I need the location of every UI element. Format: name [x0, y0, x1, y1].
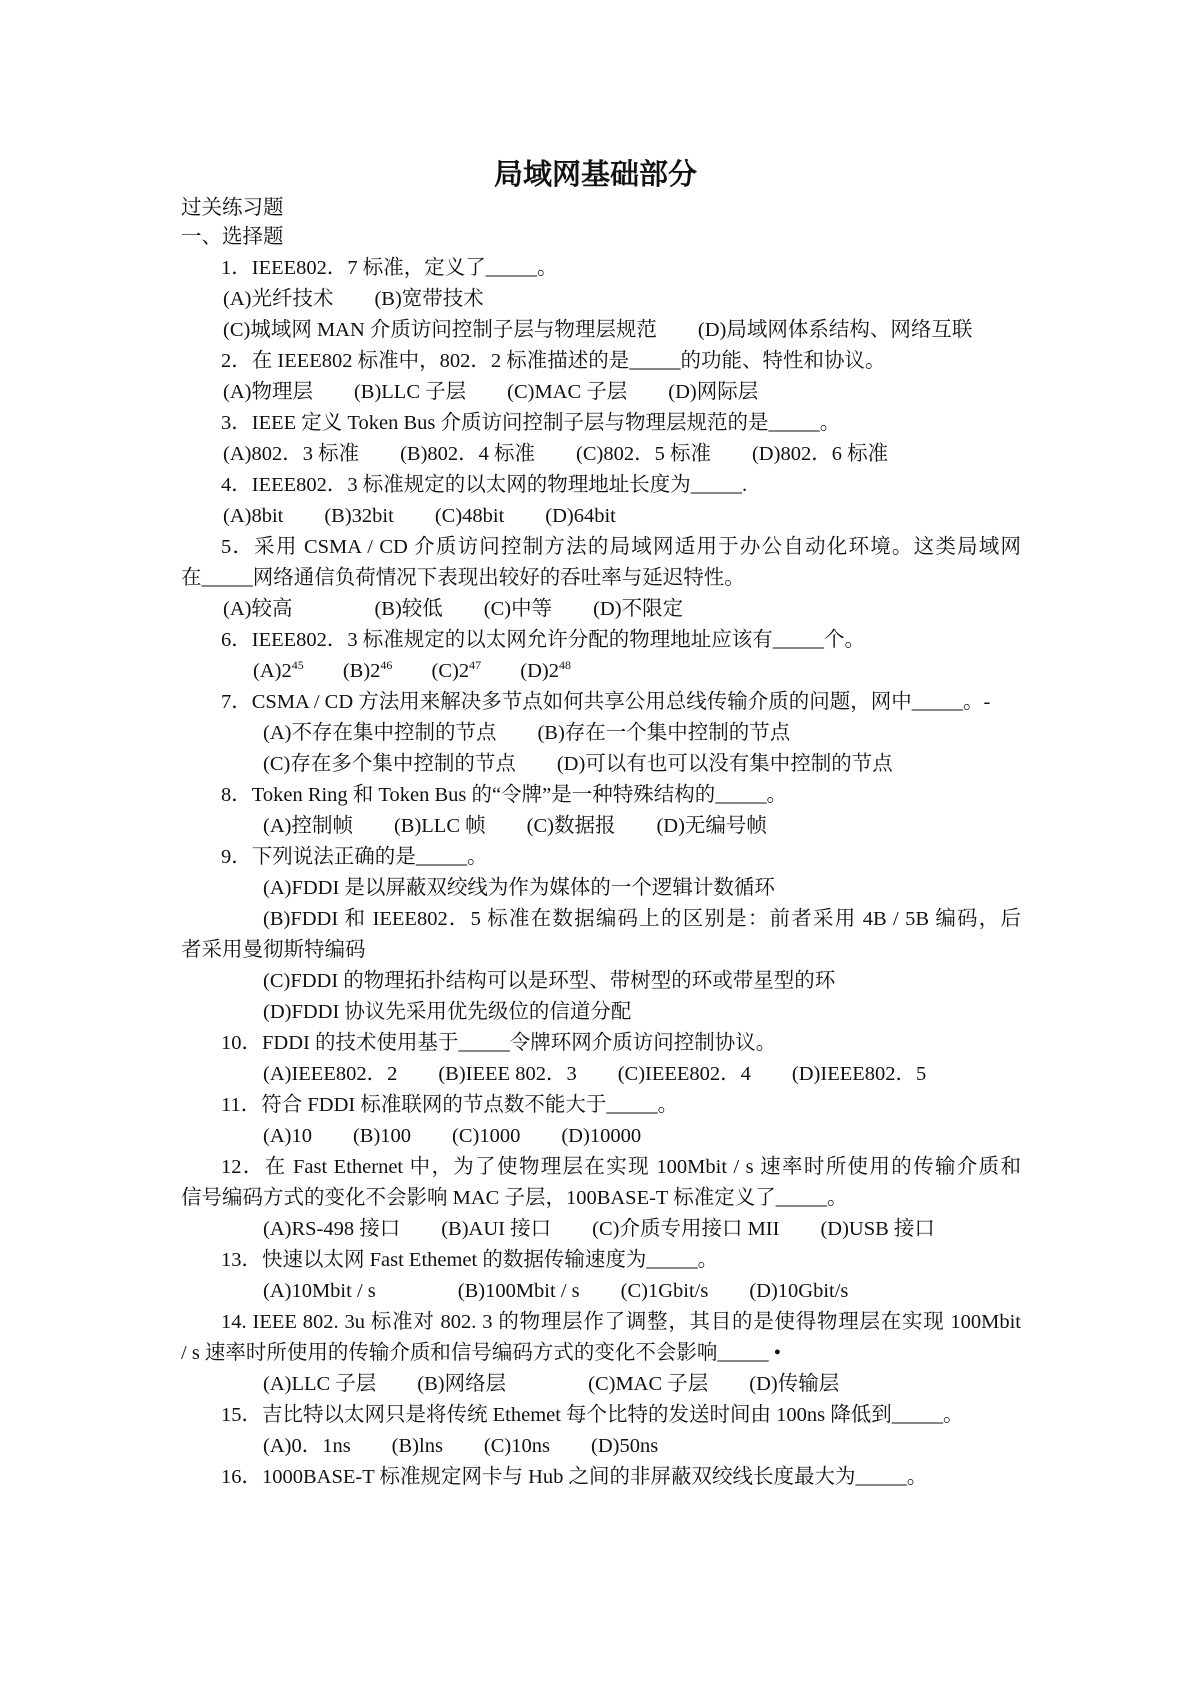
question-1: 1．IEEE802．7 标准，定义了_____。	[221, 257, 558, 279]
question-15-options: (A)0．1ns (B)lns (C)10ns (D)50ns	[263, 1435, 659, 1457]
question-13-options: (A)10Mbit / s (B)100Mbit / s (C)1Gbit/s (D)10Gbit/s	[263, 1280, 849, 1302]
question-2: 2．在 IEEE802 标准中，802．2 标准描述的是_____的功能、特性和协议。	[221, 350, 886, 372]
question-10-options: (A)IEEE802．2 (B)IEEE 802．3 (C)IEEE802．4 (D)IEEE802．5	[263, 1063, 927, 1085]
question-9: 9．下列说法正确的是_____。	[221, 846, 488, 868]
question-1-options-cd: (C)城域网 MAN 介质访问控制子层与物理层规范 (D)局域网体系结构、网络互联	[223, 319, 973, 341]
question-12-options: (A)RS-498 接口 (B)AUI 接口 (C)介质专用接口 MII (D)USB 接口	[263, 1218, 935, 1240]
question-6: 6．IEEE802．3 标准规定的以太网允许分配的物理地址应该有_____个。	[221, 629, 866, 651]
q6-option-b: $(B)2^{46}$	[342, 658, 393, 682]
question-7-options-cd: (C)存在多个集中控制的节点 (D)可以有也可以没有集中控制的节点	[263, 753, 893, 775]
question-9-option-a: (A)FDDI 是以屏蔽双绞线为作为媒体的一个逻辑计数循环	[263, 877, 775, 899]
question-11-options: (A)10 (B)100 (C)1000 (D)10000	[263, 1125, 642, 1147]
page-title: 局域网基础部分	[493, 157, 697, 191]
question-7-options-ab: (A)不存在集中控制的节点 (B)存在一个集中控制的节点	[263, 722, 791, 744]
question-11: 11．符合 FDDI 标准联网的节点数不能大于_____。	[221, 1094, 679, 1116]
question-10: 10．FDDI 的技术使用基于_____令牌环网介质访问控制协议。	[221, 1032, 777, 1054]
q6-option-c: $(C)2^{47}$	[431, 658, 482, 682]
question-14: 14. IEEE 802. 3u 标准对 802. 3 的物理层作了调整，其目的是使得物理层在实现 100Mbit	[221, 1311, 1021, 1333]
question-5-continued: 在_____网络通信负荷情况下表现出较好的吞吐率与延迟特性。	[181, 567, 745, 589]
question-12: 12．在 Fast Ethernet 中，为了使物理层在实现 100Mbit / s 速率时所使用的传输介质和	[221, 1156, 1021, 1178]
question-14-options: (A)LLC 子层 (B)网络层 (C)MAC 子层 (D)传输层	[263, 1373, 840, 1395]
question-8: 8．Token Ring 和 Token Bus 的“令牌”是一种特殊结构的_____。	[221, 784, 787, 806]
question-6-options	[181, 656, 1093, 687]
section-heading: 过关练习题	[181, 197, 284, 219]
question-7: 7．CSMA / CD 方法用来解决多节点如何共享公用总线传输介质的问题，网中_____。-	[221, 691, 991, 713]
question-9-option-c: (C)FDDI 的物理拓扑结构可以是环型、带树型的环或带星型的环	[263, 970, 836, 992]
q6-option-a: $(A)2^{45}$	[253, 658, 304, 682]
question-8-options: (A)控制帧 (B)LLC 帧 (C)数据报 (D)无编号帧	[263, 815, 767, 837]
question-1-options-ab: (A)光纤技术 (B)宽带技术	[223, 288, 484, 310]
question-9-option-b-continued: 者采用曼彻斯特编码	[181, 939, 366, 961]
question-2-options: (A)物理层 (B)LLC 子层 (C)MAC 子层 (D)网际层	[223, 381, 759, 403]
question-4-options: (A)8bit (B)32bit (C)48bit (D)64bit	[223, 505, 616, 527]
subsection-heading: 一、选择题	[181, 226, 284, 248]
question-3: 3．IEEE 定义 Token Bus 介质访问控制子层与物理层规范的是_____。	[221, 412, 841, 434]
question-15: 15．吉比特以太网只是将传统 Ethemet 每个比特的发送时间由 100ns 降低到_____。	[221, 1404, 964, 1426]
question-3-options: (A)802．3 标准 (B)802．4 标准 (C)802．5 标准 (D)802．6 标准	[223, 443, 889, 465]
question-5: 5．采用 CSMA / CD 介质访问控制方法的局域网适用于办公自动化环境。这类局域网	[221, 536, 1021, 558]
question-9-option-b: (B)FDDI 和 IEEE802．5 标准在数据编码上的区别是：前者采用 4B / 5B 编码，后	[263, 908, 1021, 930]
question-14-continued: / s 速率时所使用的传输介质和信号编码方式的变化不会影响_____ •	[181, 1342, 781, 1364]
question-13: 13．快速以太网 Fast Ethemet 的数据传输速度为_____。	[221, 1249, 719, 1271]
question-5-options: (A)较高 (B)较低 (C)中等 (D)不限定	[223, 598, 684, 620]
question-9-option-d: (D)FDDI 协议先采用优先级位的信道分配	[263, 1001, 632, 1023]
q6-option-d: $(D)2^{48}$	[520, 658, 571, 682]
question-12-continued: 信号编码方式的变化不会影响 MAC 子层，100BASE-T 标准定义了_____。	[181, 1187, 848, 1209]
question-16: 16．1000BASE-T 标准规定网卡与 Hub 之间的非屏蔽双绞线长度最大为_____。	[221, 1466, 928, 1488]
question-4: 4．IEEE802．3 标准规定的以太网的物理地址长度为_____.	[221, 474, 748, 496]
